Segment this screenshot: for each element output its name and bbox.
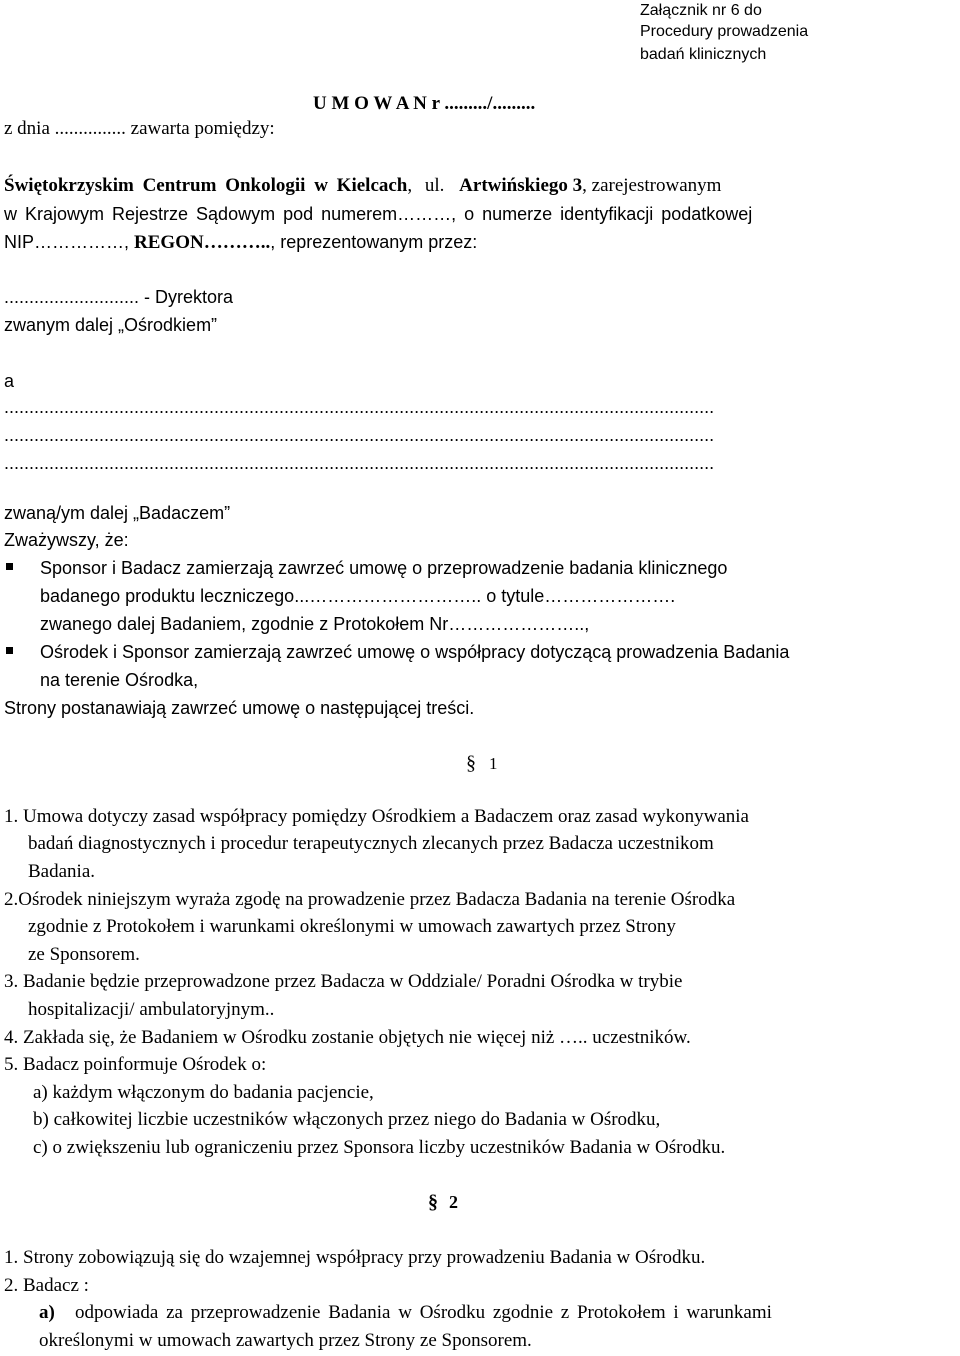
regon-text: REGON……….. [134,232,271,253]
whereas-bullet1-line1: Sponsor i Badacz zamierzają zawrzeć umowę o przeprowadzenie badania klinicznego [40,558,728,578]
party2-a: a [4,371,15,391]
represented-text: , reprezentowanym przez: [270,232,478,252]
s2-item-2a-text2: określonymi w umowach zawartych przez Strony ze Sponsorem. [39,1330,532,1351]
bullet-square-icon [6,647,13,654]
researcher-called: zwaną/ym dalej „Badaczem” [4,503,231,523]
whereas-bullet1-line3: zwanego dalej Badaniem, zgodnie z Protokołem Nr………………….., [40,614,590,634]
whereas-bullet2-line2: na terenie Ośrodka, [40,670,199,690]
section-symbol-icon: § [466,752,476,774]
director-line: ........................... - Dyrektora [4,287,234,307]
party1-line-1 [4,175,960,197]
s2-item-2a-label: a) [39,1302,55,1323]
s1-item-5: 5. Badacz poinformuje Ośrodek o: [4,1054,267,1075]
whereas-closing: Strony postanawiają zawrzeć umowę o następującej treści. [4,698,475,718]
registered-text: , zarejestrowanym [582,175,722,196]
s1-item-1-line1: 1. Umowa dotyczy zasad współpracy pomiędzy Ośrodkiem a Badaczem oraz zasad wykonywania [4,806,749,827]
party2-dots-1: .............................................................................................................................................. [4,397,715,417]
s1-item-3-line1: 3. Badanie będzie przeprowadzone przez Badacza w Oddziale/ Poradni Ośrodka w trybie [4,971,683,992]
party1-line-2: w Krajowym Rejestrze Sądowym pod numerem………, o numerze identyfikacji podatkowej [4,204,753,224]
attachment-line-2: Procedury prowadzenia [640,23,809,40]
attachment-line-1: Załącznik nr 6 do [640,2,762,19]
s2-item-2a-text: odpowiada za przeprowadzenie Badania w Ośrodku zgodnie z Protokołem i warunkami [75,1302,772,1323]
s1-item-2-line1: 2.Ośrodek niniejszym wyraża zgodę na prowadzenie przez Badacza Badania na terenie Ośrodka [4,889,736,910]
s1-item-2-line3: ze Sponsorem. [28,944,140,965]
section-number: 1 [489,754,498,773]
section-1-heading [466,752,498,775]
attachment-line-3: badań klinicznych [640,46,767,63]
s1-item-1-line3: Badania. [28,861,96,882]
s1-item-5a: a) każdym włączonym do badania pacjencie, [33,1082,374,1103]
bullet-square-icon [6,563,13,570]
street-prefix: , ul. [407,175,445,196]
whereas-bullet2-line1: Ośrodek i Sponsor zamierzają zawrzeć umowę o współpracy dotyczącą prowadzenia Badania [40,642,790,662]
party2-dots-2: .............................................................................................................................................. [4,425,715,445]
contract-title: U M O W A N r ........./......... [313,93,536,114]
street-name: Artwińskiego 3 [459,175,583,196]
s1-item-5b: b) całkowitej liczbie uczestników włączonych przez niego do Badania w Ośrodku, [33,1109,661,1130]
s2-item-1: 1. Strony zobowiązują się do wzajemnej współpracy przy prowadzeniu Badania w Ośrodku. [4,1247,706,1268]
party2-dots-3: .............................................................................................................................................. [4,453,715,473]
s1-item-1-line2: badań diagnostycznych i procedur terapeutycznych zlecanych przez Badacza uczestnikom [28,833,714,854]
whereas-intro: Zważywszy, że: [4,530,129,550]
section-number: 2 [449,1192,458,1212]
section-symbol-icon: § [428,1191,438,1213]
s2-item-2: 2. Badacz : [4,1275,89,1296]
s1-item-4: 4. Zakłada się, że Badaniem w Ośrodku zostanie objętych nie więcej niż ….. uczestników. [4,1027,691,1048]
section-2-heading [428,1191,458,1213]
nip-text: NIP……………, [4,232,135,252]
center-name: Świętokrzyskim Centrum Onkologii w Kielcach [4,175,408,196]
s1-item-5c: c) o zwiększeniu lub ograniczeniu przez Sponsora liczby uczestników Badania w Ośrodku. [33,1137,726,1158]
whereas-bullet1-line2: badanego produktu leczniczego...……………………….. o tytule…………………. [40,586,676,606]
center-called: zwanym dalej „Ośrodkiem” [4,315,218,335]
date-line: z dnia ............... zawarta pomiędzy: [4,118,275,139]
s1-item-2-line2: zgodnie z Protokołem i warunkami określonymi w umowach zawartych przez Strony [28,916,676,937]
s1-item-3-line2: hospitalizacji/ ambulatoryjnym.. [28,999,275,1020]
party1-line-3 [4,231,477,254]
